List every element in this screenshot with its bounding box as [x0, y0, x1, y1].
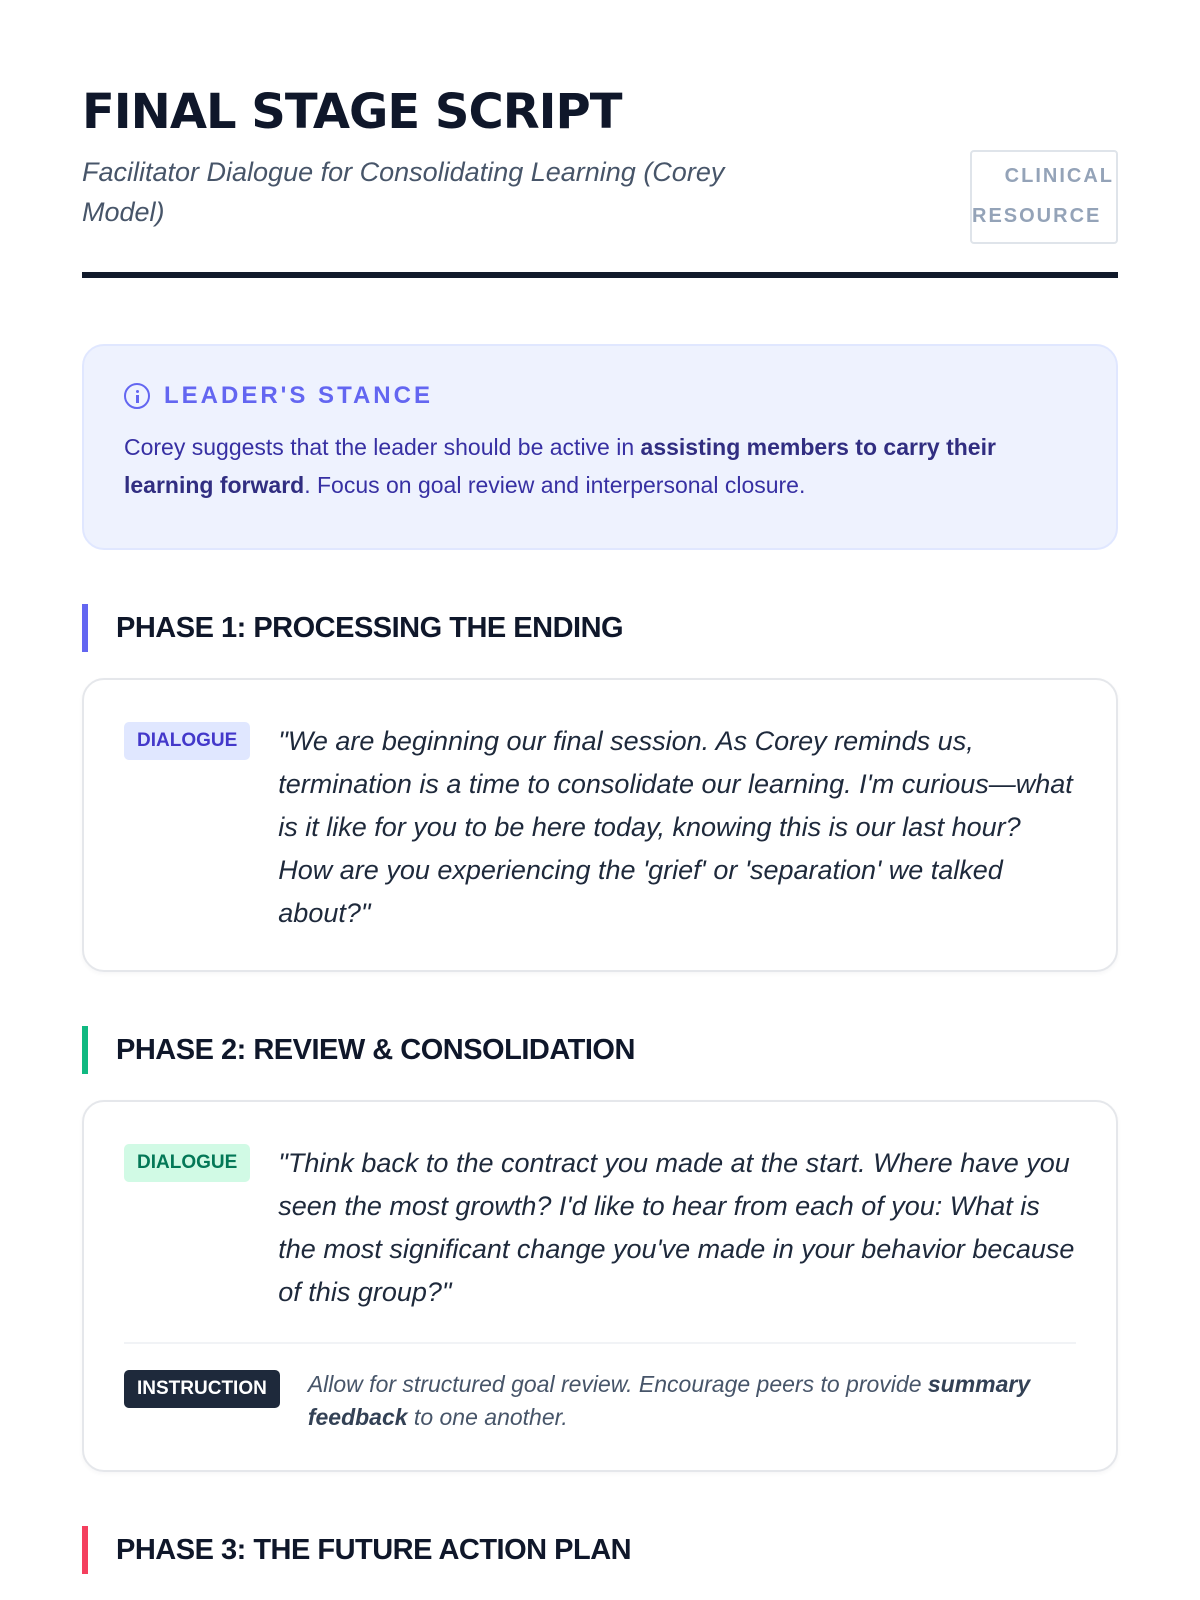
- card-divider: [124, 1342, 1076, 1344]
- callout-text-bold: assisting members to carry their learning forward: [124, 434, 996, 498]
- phase-1-title: PHASE 1: PROCESSING THE ENDING: [116, 611, 624, 644]
- leader-stance-callout: [82, 344, 1118, 550]
- phase-2-dialogue-tag: DIALOGUE: [124, 1144, 250, 1182]
- phase-2-heading: [82, 1026, 1118, 1074]
- phase-2-accent-bar: [82, 1026, 88, 1074]
- phase-1-dialogue-tag: DIALOGUE: [124, 722, 250, 760]
- phase-1-accent-bar: [82, 604, 88, 652]
- phase-1-dialogue-text: "We are beginning our final session. As Corey reminds us, termination is a time to consolidate our learning. I'm curious—what is it like for you to be here today, knowing this is our last hour? How are you experiencing the 'grief' or 'separation' we talked about?": [278, 726, 1073, 928]
- phase-2-dialogue-text: "Think back to the contract you made at the start. Where have you seen the most growth? I'd like to hear from each of you: What is the most significant change you've made in your behavior because of this group?": [278, 1148, 1075, 1307]
- instruction-text-bold: summary feedback: [307, 1371, 1031, 1430]
- badge-line-2: RESOURCE: [972, 205, 1102, 227]
- phase-3-heading: [82, 1526, 1118, 1574]
- phase-2-instruction-text: [308, 1368, 1076, 1434]
- info-icon: [124, 383, 150, 409]
- callout-text-after: . Focus on goal review and interpersonal closure.: [304, 472, 806, 498]
- phase-2-card: [82, 1100, 1118, 1472]
- instruction-text-before: Allow for structured goal review. Encourage peers to provide: [307, 1371, 928, 1397]
- instruction-text-after: to one another.: [407, 1404, 568, 1430]
- phase-2-instruction-tag: INSTRUCTION: [124, 1370, 280, 1408]
- callout-body: [124, 428, 1076, 504]
- phase-3-accent-bar: [82, 1526, 88, 1574]
- header: [82, 0, 1118, 278]
- phase-2-dialogue-row: [124, 1142, 1076, 1314]
- page-subtitle: Facilitator Dialogue for Consolidating Learning (Corey Model): [82, 157, 725, 227]
- phase-3-title: PHASE 3: THE FUTURE ACTION PLAN: [116, 1533, 632, 1566]
- phase-2-instruction-row: [124, 1368, 1076, 1434]
- resource-badge: [970, 150, 1118, 244]
- page-title: FINAL STAGE SCRIPT: [82, 84, 622, 140]
- phase-2-title: PHASE 2: REVIEW & CONSOLIDATION: [116, 1033, 635, 1066]
- phase-1-card: [82, 678, 1118, 972]
- callout-text-before: Corey suggests that the leader should be active in: [124, 434, 641, 460]
- callout-header: [124, 382, 1076, 410]
- badge-line-1: CLINICAL: [1004, 165, 1114, 187]
- phase-1-dialogue-row: [124, 720, 1076, 935]
- phase-1-heading: [82, 604, 1118, 652]
- callout-title: LEADER'S STANCE: [164, 382, 433, 409]
